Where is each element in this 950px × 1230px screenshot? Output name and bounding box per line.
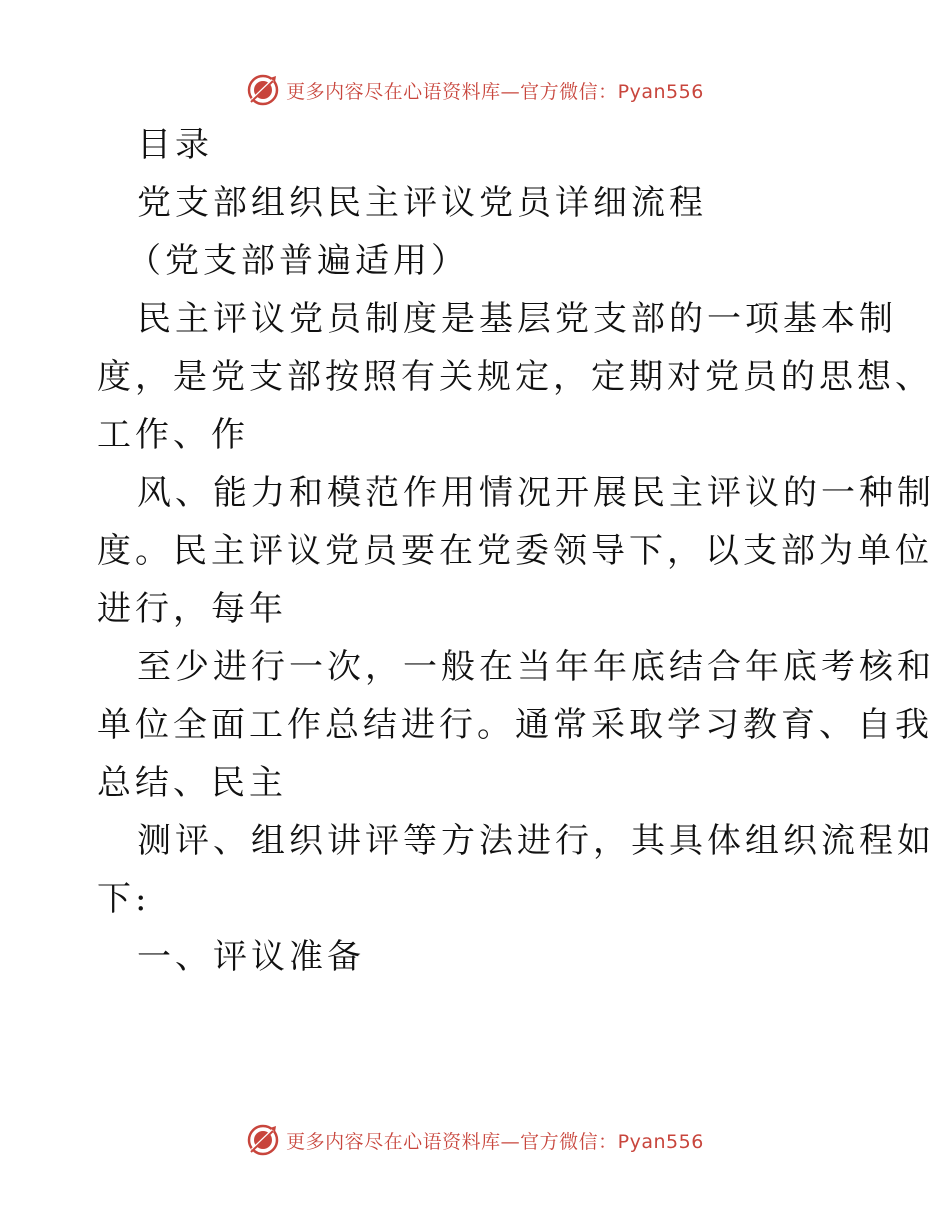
toc-heading: 目录 xyxy=(137,125,213,165)
footer-watermark xyxy=(0,1120,950,1160)
paragraph-line: 度，是党支部按照有关规定，定期对党员的思想、 xyxy=(97,357,933,397)
section-heading: 一、评议准备 xyxy=(137,937,365,977)
document-body xyxy=(97,116,935,986)
paragraph-line: 工作、作 xyxy=(97,415,249,455)
paragraph-line: 测评、组织讲评等方法进行，其具体组织流程如 xyxy=(137,821,935,861)
watermark-label: 更多内容尽在心语资料库—官方微信： xyxy=(286,80,618,103)
paragraph-line: 至少进行一次，一般在当年年底结合年底考核和 xyxy=(137,647,935,687)
header-watermark xyxy=(0,70,950,110)
watermark-text xyxy=(286,77,704,104)
watermark-wechat-id: Pyan556 xyxy=(617,80,704,103)
paragraph-line: 单位全面工作总结进行。通常采取学习教育、自我 xyxy=(97,705,933,745)
paragraph-line: 度。民主评议党员要在党委领导下，以支部为单位 xyxy=(97,531,933,571)
watermark-group xyxy=(246,73,704,107)
watermark-text xyxy=(286,1127,704,1154)
red-seal-pen-logo-icon xyxy=(246,73,280,107)
watermark-group xyxy=(246,1123,704,1157)
paragraph-line: 进行，每年 xyxy=(97,589,287,629)
watermark-label: 更多内容尽在心语资料库—官方微信： xyxy=(286,1130,618,1153)
paragraph-line: 民主评议党员制度是基层党支部的一项基本制 xyxy=(137,299,897,339)
paragraph-line: 风、能力和模范作用情况开展民主评议的一种制 xyxy=(137,473,935,513)
document-subtitle: （党支部普遍适用） xyxy=(127,241,469,281)
paragraph-line: 下: xyxy=(97,879,151,919)
document-title: 党支部组织民主评议党员详细流程 xyxy=(137,183,707,223)
watermark-wechat-id: Pyan556 xyxy=(617,1130,704,1153)
red-seal-pen-logo-icon xyxy=(246,1123,280,1157)
paragraph-line: 总结、民主 xyxy=(97,763,287,803)
